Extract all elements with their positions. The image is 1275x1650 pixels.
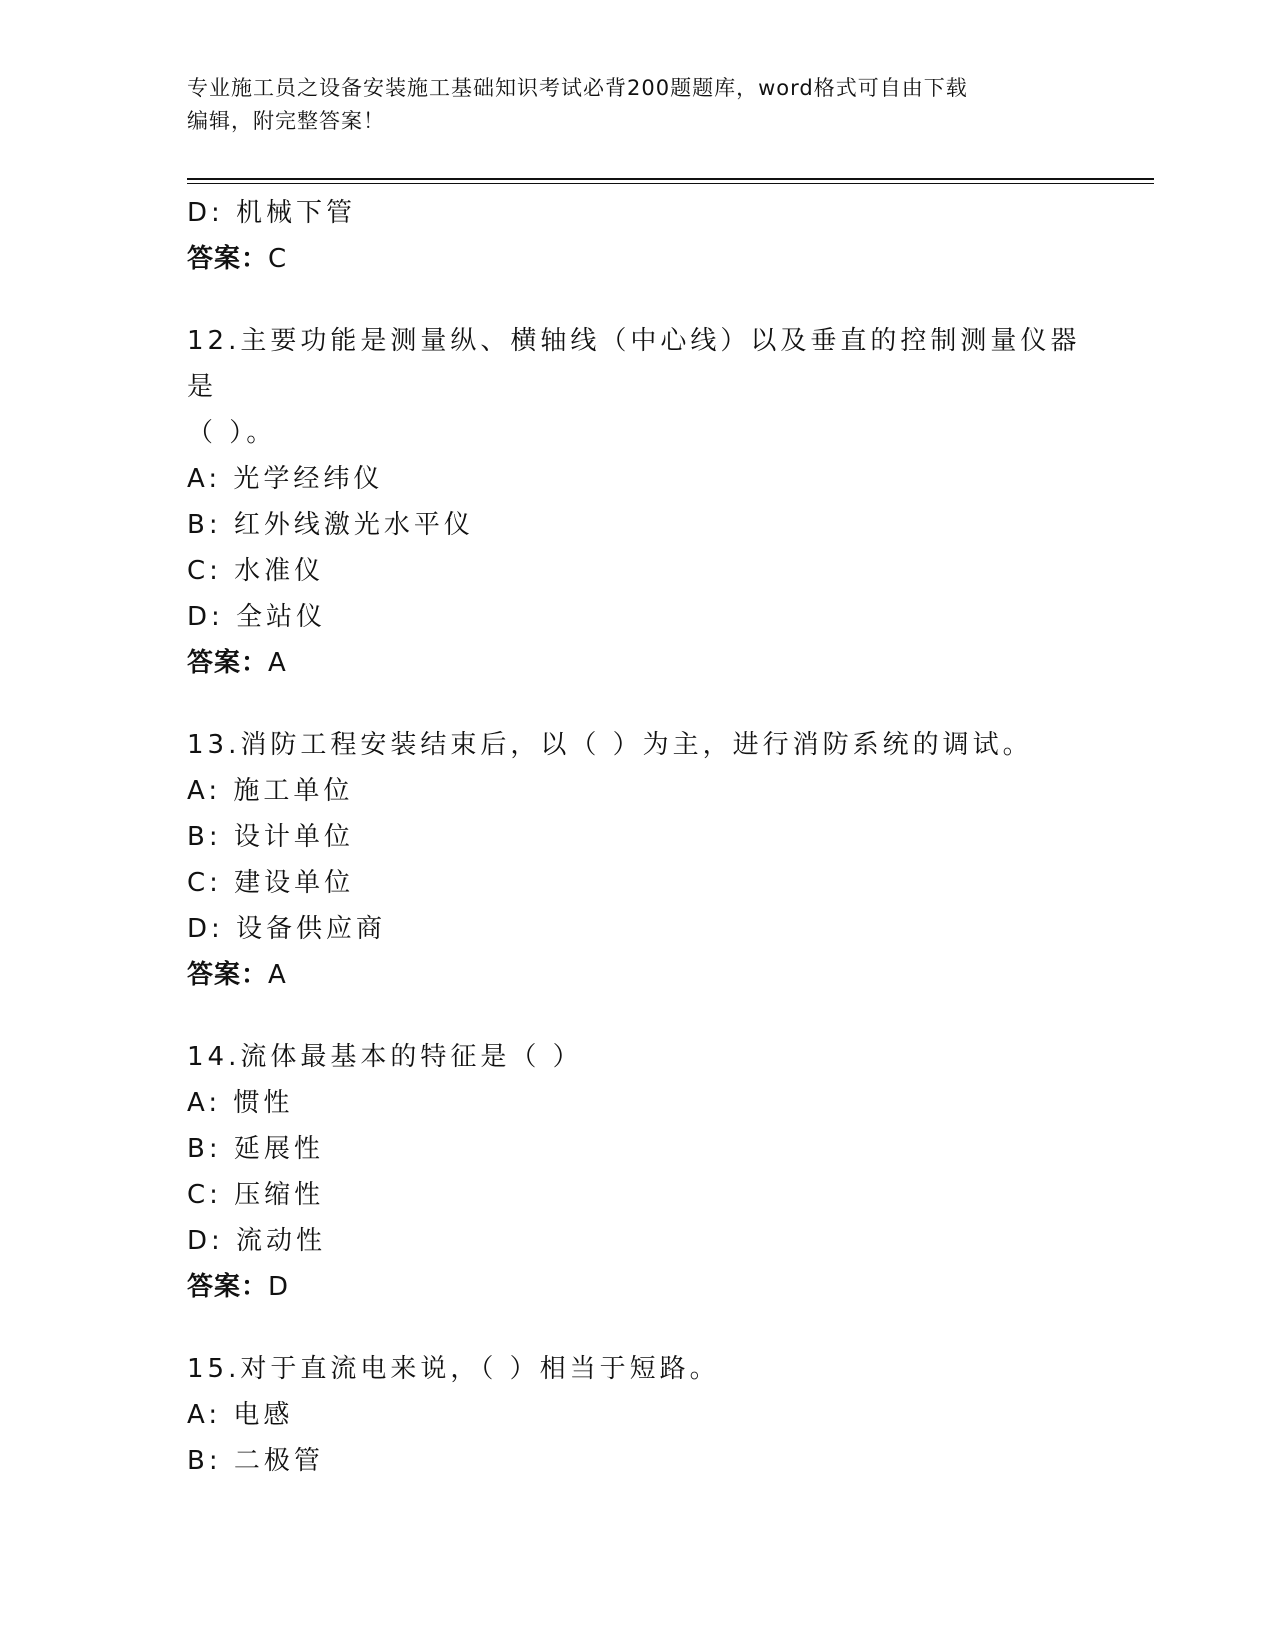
header-line-2: 编辑，附完整答案！	[187, 109, 385, 133]
answer-label: 答案：	[187, 960, 269, 990]
option-b: B: 延展性	[187, 1134, 324, 1164]
option-c: C: 压缩性	[187, 1180, 325, 1210]
document-header	[187, 72, 1077, 138]
question-14	[187, 1034, 1087, 1310]
option-b: B: 红外线激光水平仪	[187, 510, 474, 540]
answer	[187, 640, 1087, 686]
header-divider-thick	[187, 178, 1154, 180]
answer-value: A	[268, 648, 287, 678]
question-15	[187, 1346, 1087, 1484]
option-d: D: 全站仪	[187, 602, 327, 632]
option-b: B: 二极管	[187, 1446, 324, 1476]
answer-label: 答案：	[187, 1272, 269, 1302]
answer	[187, 1264, 1087, 1310]
option-a: A: 施工单位	[187, 776, 354, 806]
document-body	[187, 190, 1087, 1484]
question-text: 13.消防工程安装结束后，以（ ）为主，进行消防系统的调试。	[187, 730, 1033, 760]
header-line-1: 专业施工员之设备安装施工基础知识考试必背200题题库，word格式可自由下载	[187, 76, 968, 100]
answer-label: 答案：	[187, 244, 269, 274]
option-c: C: 建设单位	[187, 868, 355, 898]
question-text-cont: （ ）。	[187, 418, 277, 448]
option-c: C: 水准仪	[187, 556, 325, 586]
option-d: D: 机械下管	[187, 198, 357, 228]
question-text: 12.主要功能是测量纵、横轴线（中心线）以及垂直的控制测量仪器是	[187, 326, 1081, 402]
question-12	[187, 318, 1087, 686]
header-divider-thin	[187, 183, 1154, 184]
question-13	[187, 722, 1087, 998]
answer-value: D	[268, 1272, 290, 1302]
answer-label: 答案：	[187, 648, 269, 678]
question-text: 15.对于直流电来说，（ ）相当于短路。	[187, 1354, 720, 1384]
answer	[187, 236, 1087, 282]
option-b: B: 设计单位	[187, 822, 354, 852]
question-text: 14.流体最基本的特征是（ ）	[187, 1042, 583, 1072]
answer-value: A	[268, 960, 287, 990]
option-a: A: 惯性	[187, 1088, 294, 1118]
answer-value: C	[268, 244, 288, 274]
option-d: D: 设备供应商	[187, 914, 387, 944]
option-a: A: 电感	[187, 1400, 294, 1430]
question-11-tail	[187, 190, 1087, 282]
answer	[187, 952, 1087, 998]
option-a: A: 光学经纬仪	[187, 464, 384, 494]
option-d: D: 流动性	[187, 1226, 327, 1256]
